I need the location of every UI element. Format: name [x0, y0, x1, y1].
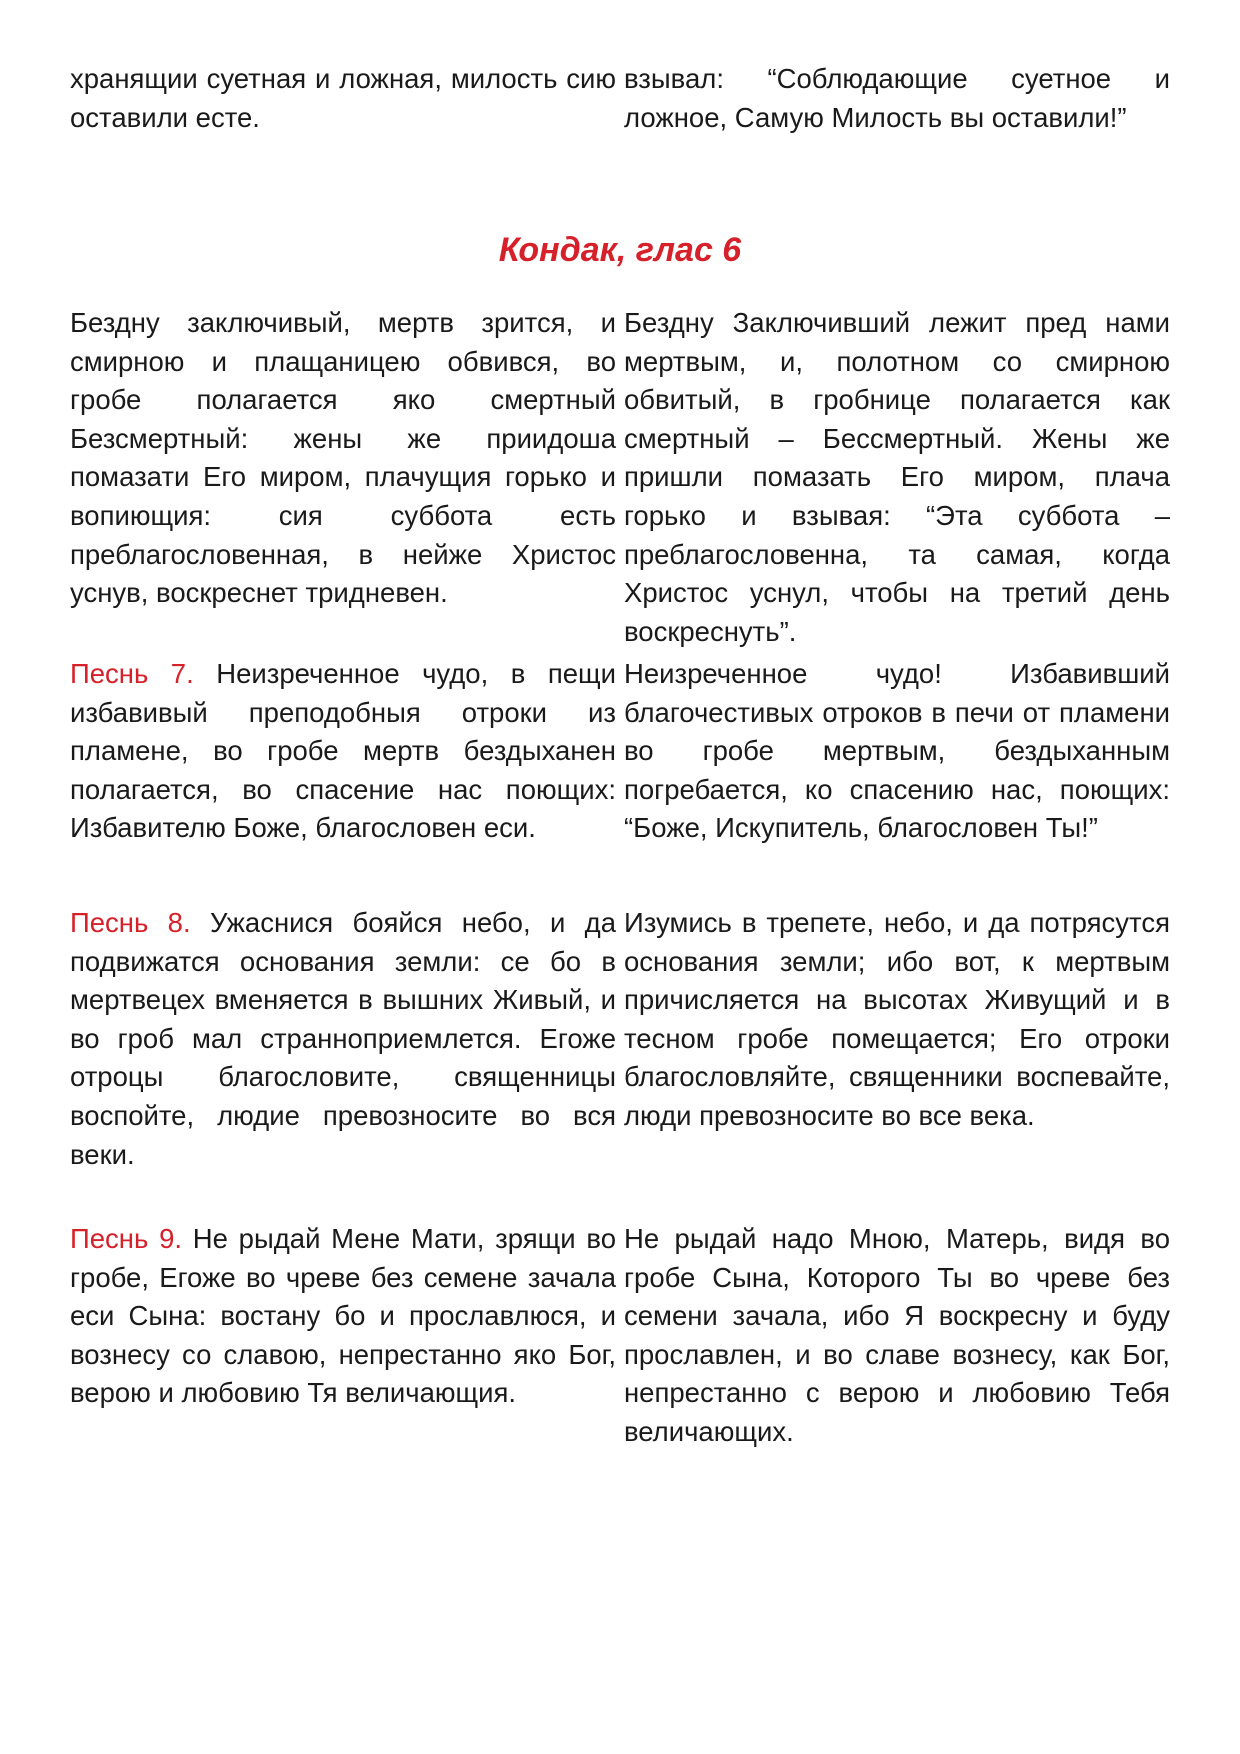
- ode-7-label: Песнь 7.: [70, 658, 194, 689]
- kontakion-pair: [70, 304, 1170, 651]
- top-verse-pair: [70, 60, 1170, 137]
- kontakion-heading: Кондак, глас 6: [498, 231, 742, 269]
- ode-7-slavonic: [70, 655, 616, 848]
- top-verse-slavonic: хранящии суетная и ложная, милость сию оставили есте.: [70, 63, 616, 133]
- ode-9-pair: [70, 1220, 1170, 1452]
- ode-8-pair: [70, 904, 1170, 1174]
- ode-8-label: Песнь 8.: [70, 907, 191, 938]
- ode-7-pair: [70, 655, 1170, 848]
- kontakion-russian: Бездну Заключивший лежит пред нами мертвым, и, полотном со смирною обвитый, в гробнице полагается как смертный – Бессмертный. Жены же пришли помазать Его миром, плача горько и взывая: “Эта суббота – преблагословенна, та самая, когда Христос уснул, чтобы на третий день воскреснуть”.: [624, 307, 1170, 647]
- ode-9-russian: Не рыдай надо Мною, Матерь, видя во гробе Сына, Которого Ты во чреве без семени зачала, ибо Я воскресну и буду прославлен, и во славе вознесу, как Бог, непрестанно с верою и любовию Тебя величающих.: [624, 1223, 1170, 1447]
- ode-9-slavonic: [70, 1220, 616, 1452]
- ode-9-slavonic-text: Не рыдай Мене Мати, зрящи во гробе, Егоже во чреве без семене зачала еси Сына: востану бо и прославлюся, и вознесу со славою, непрестанно яко Бог, верою и любовию Тя величающия.: [70, 1223, 616, 1409]
- ode-9-label: Песнь 9.: [70, 1223, 183, 1254]
- ode-8-russian: Изумись в трепете, небо, и да потрясутся основания земли; ибо вот, к мертвым причисляется на высотах Живущий и в тесном гробе помещается; Его отроки благословляйте, священники воспевайте, люди превозносите во все века.: [624, 907, 1170, 1131]
- ode-7-slavonic-text: Неизреченное чудо, в пещи избавивый преподобныя отроки из пламене, во гробе мертв бездыханен полагается, во спасение нас поющих: Избавителю Боже, благословен еси.: [70, 658, 616, 844]
- kontakion-slavonic: Бездну заключивый, мертв зрится, и смирною и плащаницею обвився, во гробе полагается яко смертный Безсмертный: жены же приидоша помазати Его миром, плачущия горько и вопиющия: сия суббота есть преблагословенная, в нейже Христос уснув, воскреснет тридневен.: [70, 307, 616, 609]
- ode-7-russian: Неизреченное чудо! Избавивший благочестивых отроков в печи от пламени во гробе мертвым, бездыханным погребается, ко спасению нас, поющих: “Боже, Искупитель, благословен Ты!”: [624, 658, 1170, 844]
- top-verse-russian: взывал: “Соблюдающие суетное и ложное, Самую Милость вы оставили!”: [624, 63, 1170, 133]
- ode-8-slavonic: [70, 904, 616, 1174]
- ode-8-slavonic-text: Ужаснися бояйся небо, и да подвижатся основания земли: се бо в мертвецех вменяется в вышних Живый, и во гроб мал странноприемлется. Егоже отроцы благословите, священницы воспойте, людие превозносите во вся веки.: [70, 907, 617, 1170]
